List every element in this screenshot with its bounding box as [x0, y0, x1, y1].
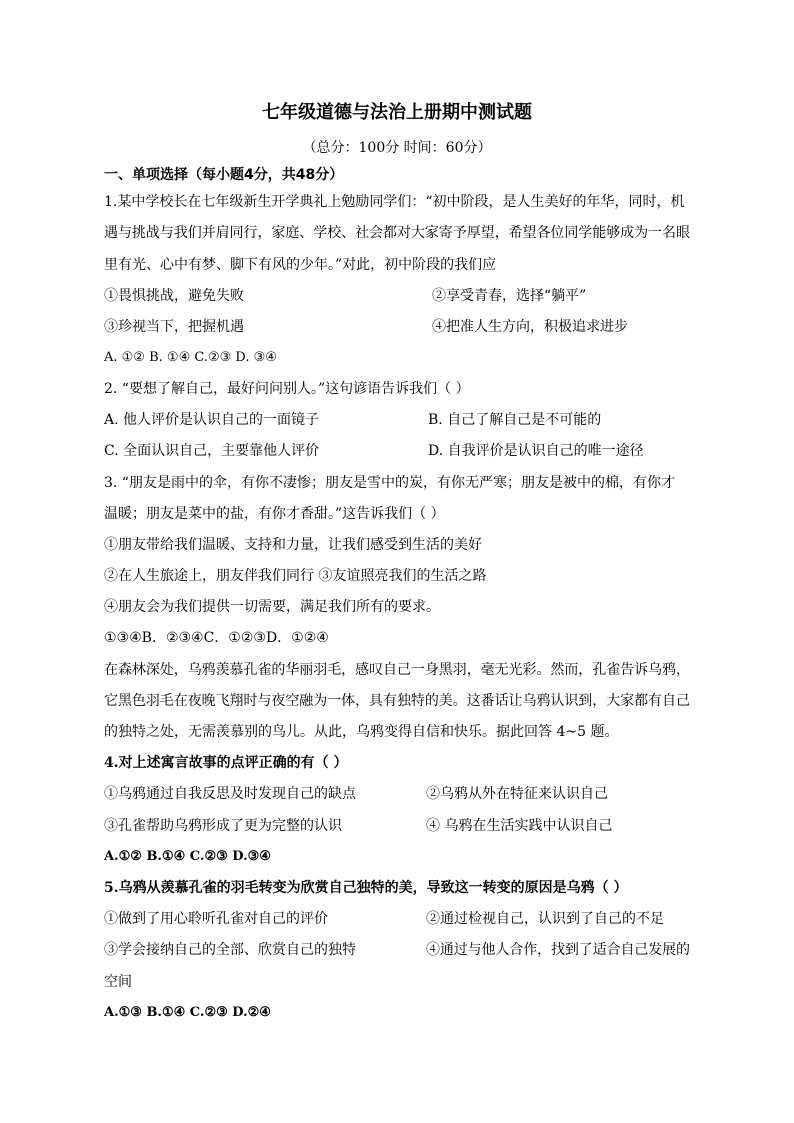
- passage-line2: 它黑色羽毛在夜晚飞翔时与夜空融为一体，具有独特的美。这番话让乌鸦认识到，大家都有自己: [104, 693, 690, 709]
- q3-option-2-3: ②在人生旅途上，朋友伴我们同行 ③友谊照亮我们的生活之路: [104, 568, 487, 584]
- q1-stem-line1: 1.某中学校长在七年级新生开学典礼上勉励同学们：“初中阶段，是人生美好的年华，同时，机: [104, 194, 685, 210]
- q4-option-3: ③孔雀帮助乌鸦形成了更为完整的认识: [104, 818, 342, 834]
- q5-option-4-continued: 空间: [104, 974, 132, 990]
- q2-option-b: B. 自己了解自己是不可能的: [428, 412, 602, 428]
- q1-option-3: ③珍视当下，把握机遇: [104, 319, 244, 335]
- q3-option-1: ①朋友带给我们温暖、支持和力量，让我们感受到生活的美好: [104, 537, 482, 553]
- q2-option-c: C. 全面认识自己，主要靠他人评价: [104, 443, 320, 459]
- q1-stem-line2: 遇与挑战与我们并肩同行，家庭、学校、社会都对大家寄予厚望，希望各位同学能够成为一名眼: [104, 225, 690, 241]
- q2-option-a: A. 他人评价是认识自己的一面镜子: [104, 412, 320, 428]
- passage-line3: 的独特之处，无需羡慕别的鸟儿。从此，乌鸦变得自信和快乐。据此回答 4~5 题。: [104, 724, 619, 740]
- q5-option-4: ④通过与他人合作，找到了适合自己发展的: [426, 942, 690, 958]
- q2-option-d: D. 自我评价是认识自己的唯一途径: [428, 443, 644, 459]
- q4-option-4: ④ 乌鸦在生活实践中认识自己: [426, 818, 613, 834]
- q5-option-3: ③学会接纳自己的全部、欣赏自己的独特: [104, 942, 356, 958]
- q4-stem: 4.对上述寓言故事的点评正确的有（ ）: [104, 755, 348, 771]
- q4-answer-choices: A.①② B.①④ C.②③ D.③④: [104, 849, 271, 864]
- q1-option-4: ④把准人生方向，积极追求进步: [432, 319, 628, 335]
- q5-option-2: ②通过检视自己，认识到了自己的不足: [426, 911, 664, 927]
- q5-option-1: ①做到了用心聆听孔雀对自己的评价: [104, 911, 328, 927]
- passage-line1: 在森林深处，乌鸦羡慕孔雀的华丽羽毛，感叹自己一身黑羽，毫无光彩。然而，孔雀告诉乌鸦，: [104, 662, 690, 678]
- q1-option-2: ②享受青春，选择“躺平”: [432, 288, 587, 304]
- q3-answer-choices: ①③④B．②③④C．①②③D．①②④: [104, 630, 329, 646]
- page-title: 七年级道德与法治上册期中测试题: [262, 102, 532, 123]
- q3-option-4: ④朋友会为我们提供一切需要，满足我们所有的要求。: [104, 599, 440, 615]
- q1-option-1: ①畏惧挑战，避免失败: [104, 288, 244, 304]
- q3-stem-line1: 3. “朋友是雨中的伞，有你不凄惨；朋友是雪中的炭，有你无严寒；朋友是被中的棉，有你才: [104, 475, 675, 491]
- q1-answer-choices: A. ①② B. ①④ C.②③ D. ③④: [104, 350, 277, 365]
- exam-info: （总分：100分 时间：60分）: [302, 140, 492, 156]
- q1-stem-line3: 里有光、心中有梦、脚下有风的少年。”对此，初中阶段的我们应: [104, 257, 497, 273]
- section-heading: 一、单项选择（每小题4分，共48分）: [104, 167, 344, 183]
- q4-option-1: ①乌鸦通过自我反思及时发现自己的缺点: [104, 786, 356, 802]
- q5-stem: 5.乌鸦从羡慕孔雀的羽毛转变为欣赏自己独特的美，导致这一转变的原因是乌鸦（ ）: [104, 880, 628, 896]
- q3-stem-line2: 温暖；朋友是菜中的盐，有你才香甜。”这告诉我们（ ）: [104, 506, 445, 522]
- q2-stem: 2. “要想了解自己，最好问问别人。”这句谚语告诉我们（ ）: [104, 381, 470, 397]
- q4-option-2: ②乌鸦从外在特征来认识自己: [426, 786, 608, 802]
- q5-answer-choices: A.①③ B.①④ C.②③ D.②④: [104, 1005, 271, 1020]
